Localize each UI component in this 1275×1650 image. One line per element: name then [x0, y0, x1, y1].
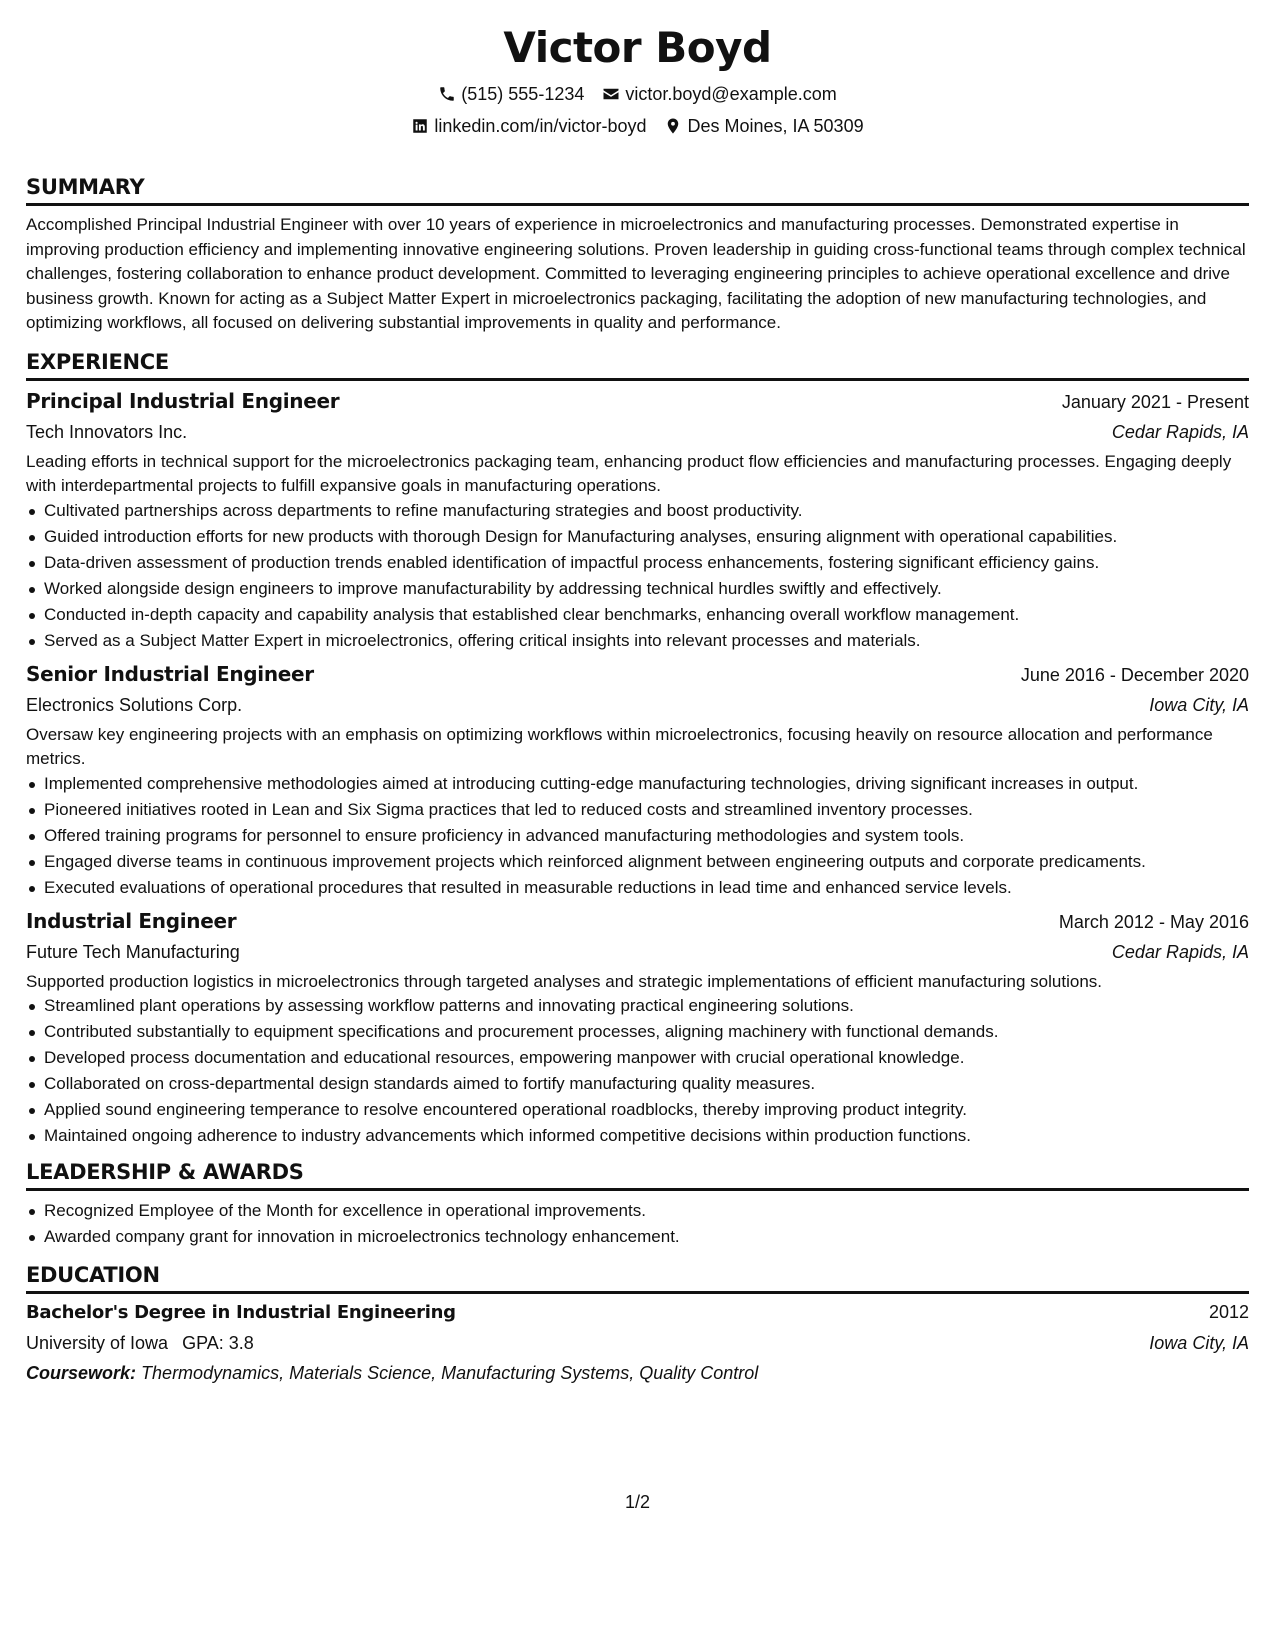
education-section	[26, 1261, 1249, 1388]
job-title: Senior Industrial Engineer	[26, 661, 314, 686]
job-description: Leading efforts in technical support for the microelectronics packaging team, enhancing product flow efficiencies and manufacturing processes. Engaging deeply with interdepartmental projects to fulfill expansive goals in manufacturing operations.	[26, 451, 1232, 495]
job-location: Cedar Rapids, IA	[1111, 941, 1249, 962]
summary-text: Accomplished Principal Industrial Engineer with over 10 years of experience in microelectronics and manufacturing processes. Demonstrated expertise in improving production efficiency and implementing innovative engineering solutions. Proven leadership in guiding cross-functional teams through complex technical challenges, fostering collaboration to enhance product development. Committed to leveraging engineering principles to achieve operational excellence and drive business growth. Known for acting as a Subject Matter Expert in microelectronics packaging, facilitating the adoption of new manufacturing technologies, and optimizing workflows, all focused on delivering substantial improvements in quality and performance.	[26, 215, 1246, 332]
list-item: Offered training programs for personnel to ensure proficiency in advanced manufacturing methodologies and system tools.	[26, 824, 1249, 848]
job-title: Industrial Engineer	[26, 908, 237, 933]
list-item: Guided introduction efforts for new products with thorough Design for Manufacturing analyses, ensuring alignment with operational capabilities.	[26, 525, 1249, 549]
section-divider	[26, 203, 1249, 206]
degree-title: Bachelor's Degree in Industrial Engineering	[26, 1302, 456, 1323]
section-divider	[26, 1291, 1249, 1294]
experience-section	[26, 348, 1249, 1149]
list-item: Engaged diverse teams in continuous improvement projects which reinforced alignment between engineering outputs and corporate predicaments.	[26, 850, 1249, 874]
experience-heading: EXPERIENCE	[26, 349, 169, 374]
phone-icon	[438, 85, 456, 103]
list-item: Worked alongside design engineers to improve manufacturability by addressing technical hurdles swiftly and effectively.	[26, 577, 1249, 601]
job-subheader	[26, 417, 1249, 447]
map-pin-icon	[664, 117, 682, 135]
coursework-line	[26, 1358, 1249, 1388]
job-dates: January 2021 - Present	[1061, 391, 1249, 412]
contact-row-primary	[26, 78, 1249, 110]
list-item: Awarded company grant for innovation in microelectronics technology enhancement.	[26, 1225, 1249, 1249]
job-bullets	[26, 499, 1249, 653]
list-item: Recognized Employee of the Month for excellence in operational improvements.	[26, 1199, 1249, 1223]
list-item: Executed evaluations of operational procedures that resulted in measurable reductions in lead time and enhanced service levels.	[26, 876, 1249, 900]
resume-header	[26, 18, 1249, 142]
list-item: Maintained ongoing adherence to industry advancements which informed competitive decisions within production functions.	[26, 1124, 1249, 1148]
job-dates: June 2016 - December 2020	[1020, 664, 1249, 685]
envelope-icon	[602, 85, 620, 103]
list-item: Contributed substantially to equipment specifications and procurement processes, aligning machinery with functional demands.	[26, 1020, 1249, 1044]
job-entry	[26, 659, 1249, 900]
contact-linkedin[interactable]	[411, 110, 646, 142]
phone-text: (515) 555-1234	[461, 84, 585, 104]
job-description: Oversaw key engineering projects with an emphasis on optimizing workflows within microelectronics, focusing heavily on resource allocation and performance metrics.	[26, 724, 1213, 768]
coursework-list: Thermodynamics, Materials Science, Manufacturing Systems, Quality Control	[141, 1363, 759, 1383]
list-item: Streamlined plant operations by assessing workflow patterns and innovating practical engineering solutions.	[26, 994, 1249, 1018]
contact-email[interactable]	[602, 78, 836, 110]
email-link[interactable]: victor.boyd@example.com	[625, 84, 837, 104]
job-company: Electronics Solutions Corp.	[26, 694, 243, 715]
coursework-label: Coursework:	[26, 1363, 137, 1383]
graduation-year: 2012	[1208, 1302, 1249, 1322]
section-divider	[26, 1188, 1249, 1191]
page-number: 1/2	[624, 1492, 651, 1512]
school-line	[26, 1328, 254, 1358]
leadership-section	[26, 1158, 1249, 1249]
section-divider	[26, 378, 1249, 381]
leadership-heading: LEADERSHIP & AWARDS	[26, 1160, 304, 1184]
job-location: Iowa City, IA	[1149, 694, 1249, 715]
job-description: Supported production logistics in microelectronics through targeted analyses and strategic implementations of efficient manufacturing solutions.	[26, 971, 1102, 991]
job-dates: March 2012 - May 2016	[1058, 911, 1249, 932]
job-location: Cedar Rapids, IA	[1111, 421, 1249, 442]
list-item: Conducted in-depth capacity and capability analysis that established clear benchmarks, enhancing overall workflow management.	[26, 603, 1249, 627]
job-header	[26, 386, 1249, 417]
job-company: Future Tech Manufacturing	[26, 941, 240, 962]
education-header	[26, 1297, 1249, 1328]
list-item: Pioneered initiatives rooted in Lean and Six Sigma practices that led to reduced costs and streamlined inventory processes.	[26, 798, 1249, 822]
contact-location	[664, 110, 863, 142]
education-subheader	[26, 1328, 1249, 1358]
education-heading: EDUCATION	[26, 1263, 160, 1287]
job-entry	[26, 386, 1249, 653]
job-entry	[26, 906, 1249, 1149]
gpa: GPA: 3.8	[182, 1333, 254, 1353]
contact-row-secondary	[26, 110, 1249, 142]
location-text: Des Moines, IA 50309	[687, 116, 864, 136]
job-company: Tech Innovators Inc.	[26, 421, 188, 442]
list-item: Collaborated on cross-departmental design standards aimed to fortify manufacturing quality measures.	[26, 1072, 1249, 1096]
job-subheader	[26, 690, 1249, 720]
linkedin-link[interactable]: linkedin.com/in/victor-boyd	[434, 116, 647, 136]
summary-heading: SUMMARY	[26, 175, 145, 199]
school-name: University of Iowa	[26, 1333, 169, 1353]
candidate-name: Victor Boyd	[503, 23, 772, 72]
list-item: Developed process documentation and educational resources, empowering manpower with crucial operational knowledge.	[26, 1046, 1249, 1070]
job-header	[26, 659, 1249, 690]
leadership-bullets	[26, 1199, 1249, 1249]
list-item: Implemented comprehensive methodologies aimed at introducing cutting-edge manufacturing technologies, driving significant increases in output.	[26, 772, 1249, 796]
job-header	[26, 906, 1249, 937]
summary-section	[26, 173, 1249, 336]
job-bullets	[26, 994, 1249, 1148]
list-item: Cultivated partnerships across departments to refine manufacturing strategies and boost productivity.	[26, 499, 1249, 523]
contact-phone	[438, 78, 584, 110]
list-item: Served as a Subject Matter Expert in microelectronics, offering critical insights into relevant processes and materials.	[26, 629, 1249, 653]
job-subheader	[26, 937, 1249, 967]
list-item: Data-driven assessment of production trends enabled identification of impactful process enhancements, fostering significant efficiency gains.	[26, 551, 1249, 575]
job-bullets	[26, 772, 1249, 900]
linkedin-icon	[411, 117, 429, 135]
list-item: Applied sound engineering temperance to resolve encountered operational roadblocks, thereby improving product integrity.	[26, 1098, 1249, 1122]
school-location: Iowa City, IA	[1149, 1333, 1249, 1353]
job-title: Principal Industrial Engineer	[26, 388, 340, 413]
